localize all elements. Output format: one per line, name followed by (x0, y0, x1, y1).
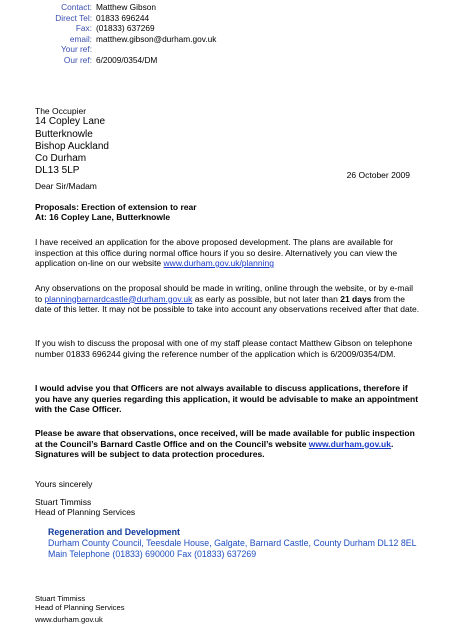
footer-name: Stuart Timmiss (35, 594, 86, 603)
fax-row (0, 23, 216, 34)
paragraph-text: Please be aware that observations, once received, will be made available for public inspection at the Council’s Barnard Castle Office and on the Council’s website (35, 428, 415, 449)
department-address: Durham County Council, Teesdale House, Galgate, Barnard Castle, County Durham DL12 8EL (48, 538, 417, 548)
contact-value: Matthew Gibson (96, 2, 156, 12)
fax-label: Fax: (75, 23, 92, 34)
our-ref-label: Our ref: (63, 54, 92, 65)
department-phones: Main Telephone (01833) 690000 Fax (01833) 637269 (48, 549, 257, 559)
planning-email-link[interactable]: planningbarnardcastle@durham.gov.uk (44, 293, 193, 304)
proposal-heading (35, 202, 197, 223)
your-ref-row (0, 44, 216, 55)
paragraph-text: . Signatures will be subject to data protection procedures. (35, 438, 394, 459)
signatory-title: Head of Planning Services (35, 507, 136, 518)
address-line: The Occupier (35, 106, 87, 116)
paragraph-text: from the date of this letter. It may not be possible to take into account any observations received after that date. (35, 293, 420, 314)
direct-tel-row (0, 13, 216, 24)
address-line: Bishop Auckland (35, 140, 109, 152)
paragraph-contact-staff: If you wish to discuss the proposal with one of my staff please contact Matthew Gibson on telephone number 01833 696244 giving the reference number of the application which is 6/2009/0354/DM. (35, 338, 413, 359)
email-label: email: (69, 33, 92, 44)
paragraph-public-inspection (35, 428, 420, 460)
paragraph-application-received (35, 237, 420, 269)
address-line: Butterknowle (35, 128, 93, 140)
footer-website: www.durham.gov.uk (35, 614, 103, 624)
planning-website-link[interactable]: www.durham.gov.uk/planning (163, 258, 274, 268)
contact-label: Contact: (61, 2, 92, 12)
page-footer (35, 594, 125, 624)
salutation: Dear Sir/Madam (35, 181, 97, 191)
address-line: 14 Copley Lane (35, 116, 106, 128)
paragraph-officer-availability: I would advise you that Officers are not always available to discuss applications, therefore if you have any queries regarding this application, it would be advisable to make an appointment with the Case Officer. (35, 383, 419, 414)
email-value: matthew.gibson@durham.gov.uk (96, 33, 217, 44)
our-ref-row (0, 55, 216, 66)
fax-value: (01833) 637269 (96, 23, 155, 34)
closing: Yours sincerely (35, 479, 93, 489)
paragraph-text: Any observations on the proposal should be made in writing, online through the website, or by e-mail to (35, 283, 413, 304)
deadline-days: 21 days (340, 293, 372, 304)
address-line: Co Durham (35, 153, 87, 165)
letter-date: 26 October 2009 (346, 170, 410, 180)
your-ref-label: Your ref: (60, 44, 92, 55)
proposal-site-line: At: 16 Copley Lane, Butterknowle (35, 212, 171, 223)
proposal-line: Proposals: Erection of extension to rear (35, 202, 197, 212)
footer-title: Head of Planning Services (35, 603, 125, 613)
paragraph-text: as early as possible, but not later than (192, 293, 341, 304)
signatory-name: Stuart Timmiss (35, 497, 92, 507)
address-line: DL13 5LP (35, 165, 80, 177)
our-ref-value: 6/2009/0354/DM (96, 54, 158, 65)
direct-tel-label: Direct Tel: (55, 12, 92, 23)
paragraph-text: I have received an application for the above proposed development. The plans are available for inspection at this office during normal office hours if you so desire. Alternatively you can view the application on-line on our website (35, 237, 398, 268)
contact-details (0, 2, 216, 66)
contact-row (0, 2, 216, 13)
department-title: Regeneration and Development (48, 527, 180, 537)
signature-block (35, 497, 135, 518)
paragraph-observations (35, 283, 420, 315)
department-details (48, 527, 417, 560)
direct-tel-value: 01833 696244 (96, 12, 150, 23)
email-row (0, 34, 216, 45)
council-website-link[interactable]: www.durham.gov.uk (308, 438, 391, 449)
recipient-address (35, 106, 109, 177)
